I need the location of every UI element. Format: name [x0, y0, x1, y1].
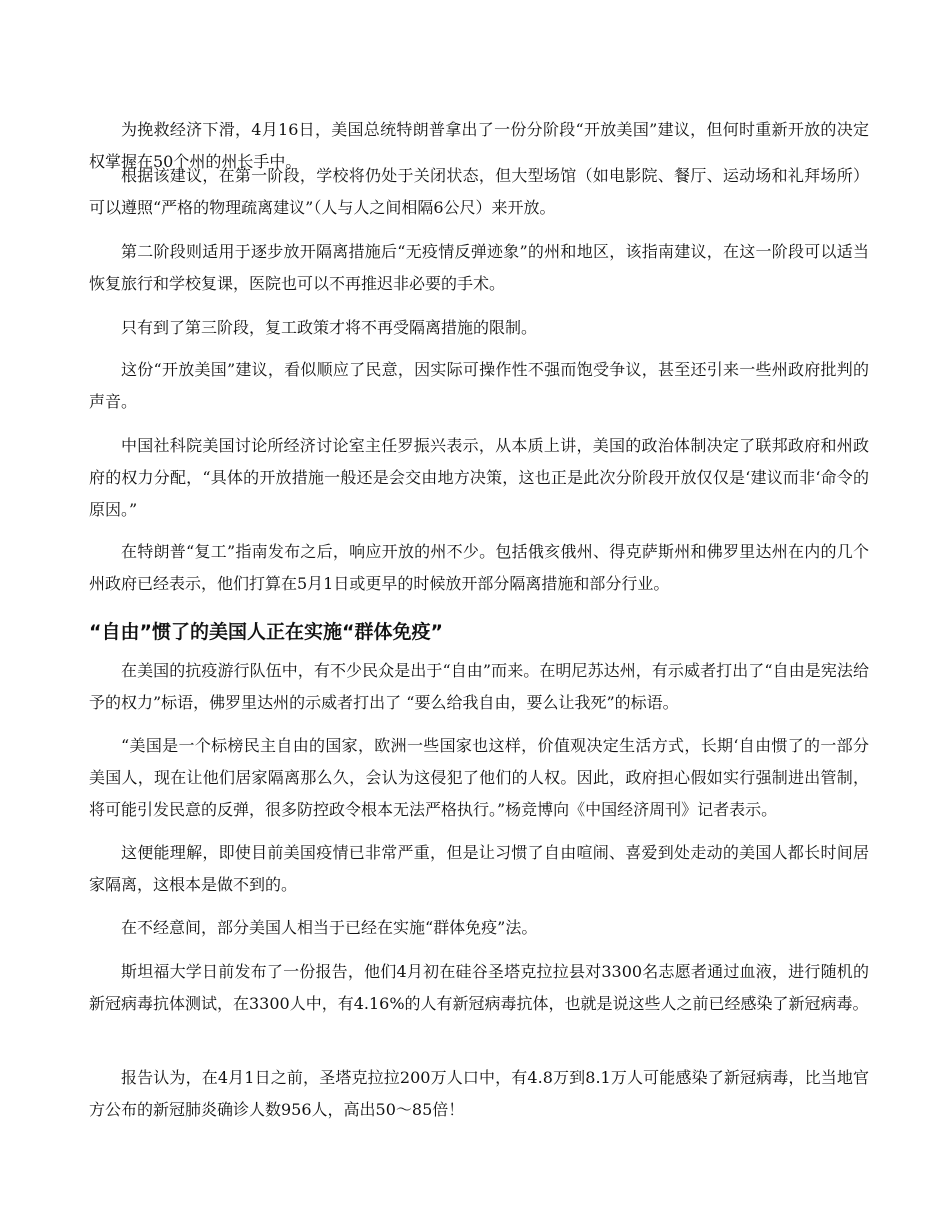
paragraph-values-quote: “美国是一个标榜民主自由的国家，欧洲一些国家也这样，价值观决定生活方式，长期‘自由惯了的一部分美国人，现在让他们居家隔离那么久，会认为这侵犯了他们的人权。因此，政府担心假如实行强制进出管制，将可能引发民意的反弹，很多防控政令根本无法严格执行。”杨竞博向《中国经济周刊》记者表示。 — [89, 736, 869, 819]
paragraph-phase-three: 只有到了第三阶段，复工政策才将不再受隔离措施的限制。 — [121, 318, 538, 337]
paragraph-controversy: 这份“开放美国”建议，看似顺应了民意，因实际可操作性不强而饱受争议，甚至还引来一些州政府批判的声音。 — [89, 360, 869, 411]
paragraph-protests: 在美国的抗疫游行队伍中，有不少民众是出于“自由”而来。在明尼苏达州，有示威者打出了“自由是宪法给予的权力”标语，佛罗里达州的示威者打出了 “要么给我自由，要么让我死”的标语。 — [89, 661, 869, 712]
paragraph-reopen-proposal: 为挽救经济下滑，4月16日，美国总统特朗普拿出了一份分阶段“开放美国”建议，但何时重新开放的决定权掌握在50个州的州长手中。 — [89, 120, 869, 171]
paragraph-home-isolation: 这便能理解，即使目前美国疫情已非常严重，但是让习惯了自由喧闹、喜爱到处走动的美国人都长时间居家隔离，这根本是做不到的。 — [89, 843, 869, 894]
paragraph-phase-one: 根据该建议，在第一阶段，学校将仍处于关闭状态，但大型场馆（如电影院、餐厅、运动场和礼拜场所）可以遵照“严格的物理疏离建议”（人与人之间相隔6公尺）来开放。 — [89, 166, 869, 217]
section-heading: “自由”惯了的美国人正在实施“群体免疫” — [89, 621, 443, 643]
paragraph-states-response: 在特朗普“复工”指南发布之后，响应开放的州不少。包括俄亥俄州、得克萨斯州和佛罗里达州在内的几个州政府已经表示，他们打算在5月1日或更早的时候放开部分隔离措施和部分行业。 — [89, 542, 869, 593]
paragraph-herd-immunity: 在不经意间，部分美国人相当于已经在实施“群体免疫”法。 — [121, 918, 538, 937]
paragraph-expert-quote: 中国社科院美国讨论所经济讨论室主任罗振兴表示，从本质上讲，美国的政治体制决定了联邦政府和州政府的权力分配，“具体的开放措施一般还是会交由地方决策，这也正是此次分阶段开放仅仅是‘建议而非‘命令的原因。” — [89, 436, 869, 519]
paragraph-stanford-report: 斯坦福大学日前发布了一份报告，他们4月初在硅谷圣塔克拉拉县对3300名志愿者通过血液，进行随机的新冠病毒抗体测试，在3300人中，有4.16%的人有新冠病毒抗体，也就是说这些人之前已经感染了新冠病毒。 — [89, 962, 869, 1013]
paragraph-report-estimate: 报告认为，在4月1日之前，圣塔克拉拉200万人口中，有4.8万到8.1万人可能感染了新冠病毒，比当地官方公布的新冠肺炎确诊人数956人，高出50～85倍！ — [89, 1068, 869, 1119]
paragraph-phase-two: 第二阶段则适用于逐步放开隔离措施后“无疫情反弹迹象”的州和地区，该指南建议，在这一阶段可以适当恢复旅行和学校复课，医院也可以不再推迟非必要的手术。 — [89, 242, 869, 293]
